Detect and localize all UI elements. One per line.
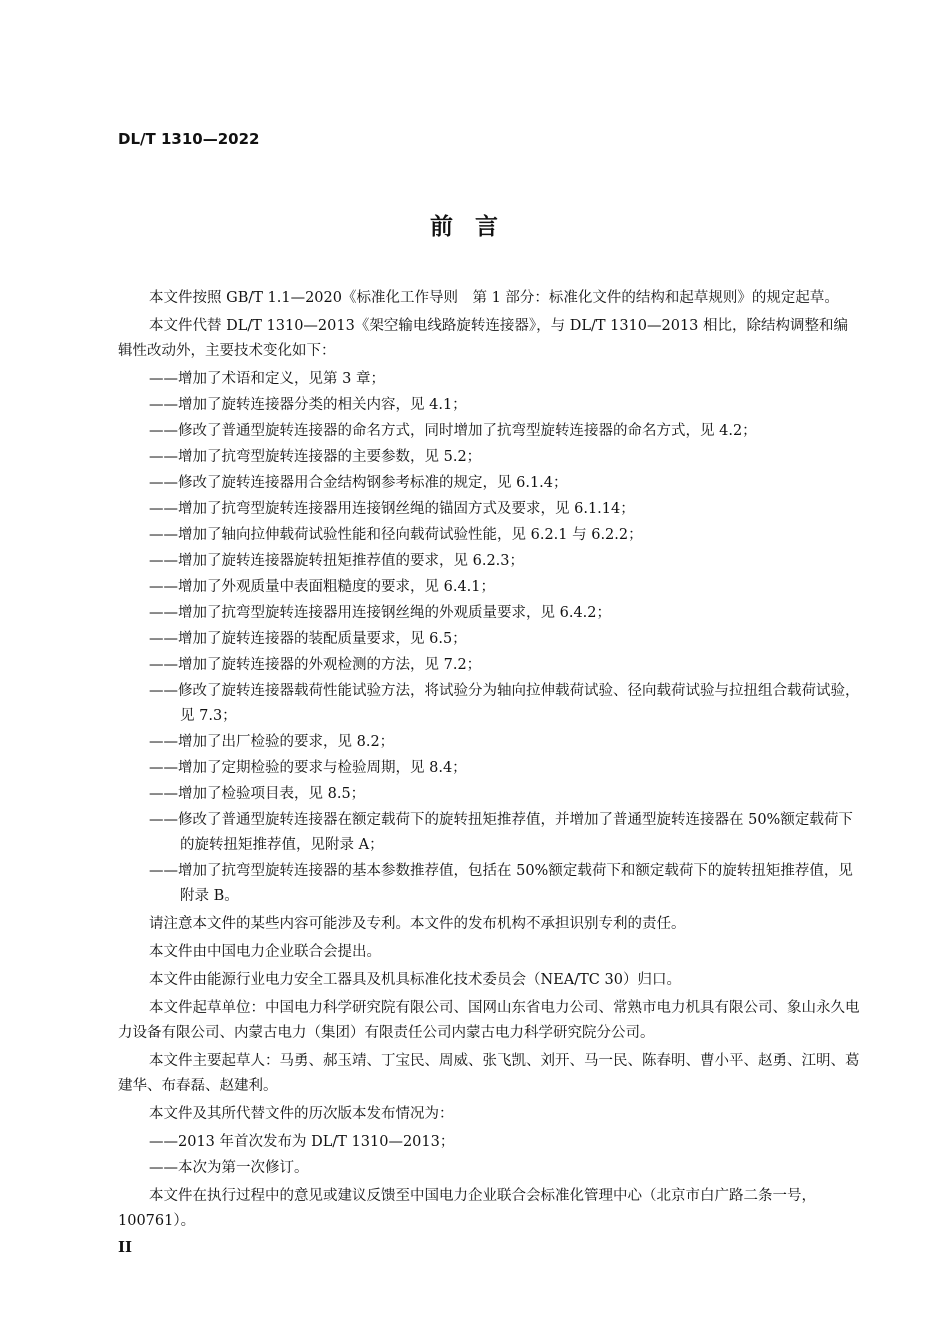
list-item: ——增加了抗弯型旋转连接器用连接钢丝绳的锚固方式及要求，见 6.1.14； [149, 501, 635, 517]
paragraph: 本文件代替 DL/T 1310—2013《架空输电线路旋转连接器》，与 DL/T 1310—2013 相比，除结构调整和编辑性改动外，主要技术变化如下： [118, 318, 849, 359]
list-item: ——增加了出厂检验的要求，见 8.2； [149, 734, 395, 750]
change-list [118, 367, 860, 909]
paragraph: 本文件在执行过程中的意见或建议反馈至中国电力企业联合会标准化管理中心（北京市白广路二条一号，100761）。 [118, 1188, 816, 1229]
list-item: ——增加了轴向拉伸载荷试验性能和径向载荷试验性能，见 6.2.1 与 6.2.2； [149, 527, 643, 543]
list-item: ——增加了术语和定义，见第 3 章； [149, 371, 385, 387]
list-item: ——修改了普通型旋转连接器的命名方式，同时增加了抗弯型旋转连接器的命名方式，见 4.2； [149, 423, 757, 439]
list-item: ——增加了定期检验的要求与检验周期，见 8.4； [149, 760, 467, 776]
list-item: ——增加了抗弯型旋转连接器用连接钢丝绳的外观质量要求，见 6.4.2； [149, 605, 612, 621]
paragraph: 本文件由中国电力企业联合会提出。 [149, 944, 381, 960]
list-item: ——增加了检验项目表，见 8.5； [149, 786, 366, 802]
paragraph: 本文件起草单位：中国电力科学研究院有限公司、国网山东省电力公司、常熟市电力机具有限公司、象山永久电力设备有限公司、内蒙古电力（集团）有限责任公司内蒙古电力科学研究院分公司。 [118, 1000, 860, 1041]
list-item: ——本次为第一次修订。 [149, 1160, 309, 1176]
list-item: ——增加了外观质量中表面粗糙度的要求，见 6.4.1； [149, 579, 496, 595]
list-item: ——2013 年首次发布为 DL/T 1310—2013； [149, 1134, 455, 1150]
page-number: II [118, 1238, 133, 1256]
history-list [118, 1130, 860, 1181]
list-item: ——增加了抗弯型旋转连接器的基本参数推荐值，包括在 50%额定载荷下和额定载荷下的旋转扭矩推荐值，见附录 B。 [149, 863, 853, 904]
paragraph: 本文件主要起草人：马勇、郝玉靖、丁宝民、周威、张飞凯、刘开、马一民、陈春明、曹小平、赵勇、江明、葛建华、布春磊、赵建利。 [118, 1053, 860, 1094]
paragraph: 本文件按照 GB/T 1.1—2020《标准化工作导则 第 1 部分：标准化文件的结构和起草规则》的规定起草。 [149, 290, 839, 306]
document-body [118, 286, 860, 1237]
paragraph: 本文件由能源行业电力安全工器具及机具标准化技术委员会（NEA/TC 30）归口。 [149, 972, 681, 988]
list-item: ——修改了旋转连接器载荷性能试验方法，将试验分为轴向拉伸载荷试验、径向载荷试验与拉扭组合载荷试验，见 7.3； [149, 683, 860, 724]
list-item: ——修改了旋转连接器用合金结构钢参考标准的规定，见 6.1.4； [149, 475, 568, 491]
page-title: 前言 [430, 214, 520, 240]
paragraph: 请注意本文件的某些内容可能涉及专利。本文件的发布机构不承担识别专利的责任。 [149, 916, 686, 932]
list-item: ——增加了旋转连接器旋转扭矩推荐值的要求，见 6.2.3； [149, 553, 525, 569]
document-code: DL/T 1310—2022 [118, 130, 260, 148]
list-item: ——增加了抗弯型旋转连接器的主要参数，见 5.2； [149, 449, 482, 465]
paragraph: 本文件及其所代替文件的历次版本发布情况为： [149, 1106, 454, 1122]
list-item: ——修改了普通型旋转连接器在额定载荷下的旋转扭矩推荐值，并增加了普通型旋转连接器在 50%额定载荷下的旋转扭矩推荐值，见附录 A； [149, 812, 853, 853]
list-item: ——增加了旋转连接器的装配质量要求，见 6.5； [149, 631, 467, 647]
list-item: ——增加了旋转连接器分类的相关内容，见 4.1； [149, 397, 467, 413]
list-item: ——增加了旋转连接器的外观检测的方法，见 7.2； [149, 657, 482, 673]
